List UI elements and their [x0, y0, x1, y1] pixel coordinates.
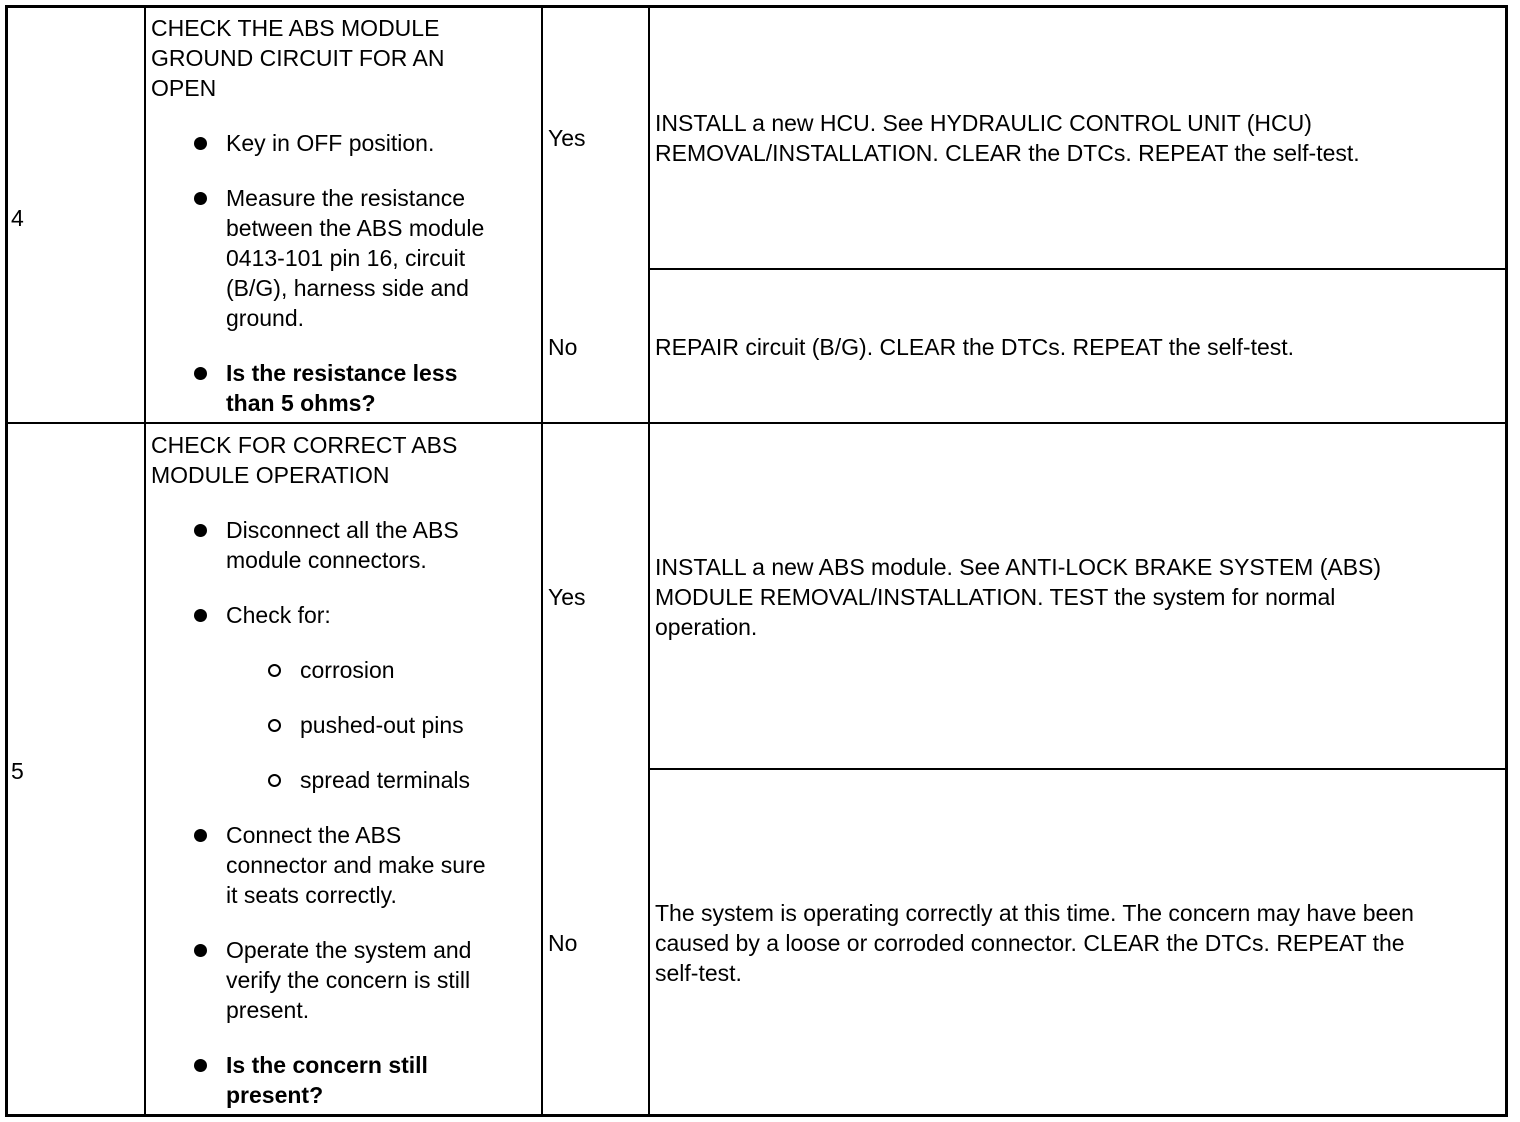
- column-divider-procedure: [541, 5, 543, 1117]
- action-text-line: INSTALL a new ABS module. See ANTI-LOCK BRAKE SYSTEM (ABS): [655, 554, 1382, 580]
- step-title-line: MODULE OPERATION: [151, 462, 390, 488]
- answer-yes: Yes: [548, 584, 586, 610]
- question-text-line: than 5 ohms?: [226, 390, 376, 416]
- action-text-line: caused by a loose or corroded connector. CLEAR the DTCs. REPEAT the: [655, 930, 1405, 956]
- bullet-text-line: Check for:: [226, 602, 331, 628]
- sub-bullet-text: corrosion: [300, 657, 395, 683]
- bullet-text-line: (B/G), harness side and: [226, 275, 469, 301]
- bullet-text-line: Operate the system and: [226, 937, 472, 963]
- bullet-text-line: it seats correctly.: [226, 882, 397, 908]
- action-text-line: INSTALL a new HCU. See HYDRAULIC CONTROL UNIT (HCU): [655, 110, 1312, 136]
- action-text-line: REMOVAL/INSTALLATION. CLEAR the DTCs. REPEAT the self-test.: [655, 140, 1360, 166]
- bullet-icon: [194, 829, 207, 842]
- action-text-line: MODULE REMOVAL/INSTALLATION. TEST the system for normal: [655, 584, 1336, 610]
- action-text-line: self-test.: [655, 960, 742, 986]
- bullet-text-line: connector and make sure: [226, 852, 486, 878]
- step-title-line: OPEN: [151, 75, 217, 101]
- bullet-icon: [194, 1059, 207, 1072]
- bullet-text-line: ground.: [226, 305, 305, 331]
- bullet-icon: [194, 524, 207, 537]
- step-number: 5: [11, 758, 24, 784]
- bullet-icon: [194, 609, 207, 622]
- bullet-text-line: module connectors.: [226, 547, 427, 573]
- bullet-text-line: Measure the resistance: [226, 185, 466, 211]
- bullet-text-line: present.: [226, 997, 310, 1023]
- sub-bullet-text: pushed-out pins: [300, 712, 464, 738]
- question-text-line: Is the resistance less: [226, 360, 458, 386]
- bullet-text-line: between the ABS module: [226, 215, 485, 241]
- row-divider-step4-yes-no: [648, 268, 1506, 270]
- row-divider-step5-yes-no: [648, 768, 1506, 770]
- answer-yes: Yes: [548, 125, 586, 151]
- sub-bullet-icon: [268, 774, 281, 787]
- bullet-icon: [194, 944, 207, 957]
- bullet-text-line: 0413-101 pin 16, circuit: [226, 245, 466, 271]
- sub-bullet-icon: [268, 719, 281, 732]
- bullet-text-line: Disconnect all the ABS: [226, 517, 459, 543]
- bullet-icon: [194, 137, 207, 150]
- step-title-line: GROUND CIRCUIT FOR AN: [151, 45, 445, 71]
- sub-bullet-icon: [268, 664, 281, 677]
- answer-no: No: [548, 930, 578, 956]
- action-text-line: operation.: [655, 614, 758, 640]
- bullet-text-line: Key in OFF position.: [226, 130, 435, 156]
- action-text-line: REPAIR circuit (B/G). CLEAR the DTCs. REPEAT the self-test.: [655, 334, 1295, 360]
- question-text-line: present?: [226, 1082, 324, 1108]
- bullet-icon: [194, 367, 207, 380]
- step-title-line: CHECK THE ABS MODULE: [151, 15, 440, 41]
- step-title-line: CHECK FOR CORRECT ABS: [151, 432, 458, 458]
- row-divider-step4-step5: [5, 422, 1506, 424]
- bullet-icon: [194, 192, 207, 205]
- action-text-line: The system is operating correctly at this time. The concern may have been: [655, 900, 1414, 926]
- question-text-line: Is the concern still: [226, 1052, 428, 1078]
- answer-no: No: [548, 334, 578, 360]
- column-divider-step: [144, 5, 146, 1117]
- step-number: 4: [11, 205, 24, 231]
- bullet-text-line: Connect the ABS: [226, 822, 402, 848]
- column-divider-answer: [648, 5, 650, 1117]
- sub-bullet-text: spread terminals: [300, 767, 471, 793]
- bullet-text-line: verify the concern is still: [226, 967, 471, 993]
